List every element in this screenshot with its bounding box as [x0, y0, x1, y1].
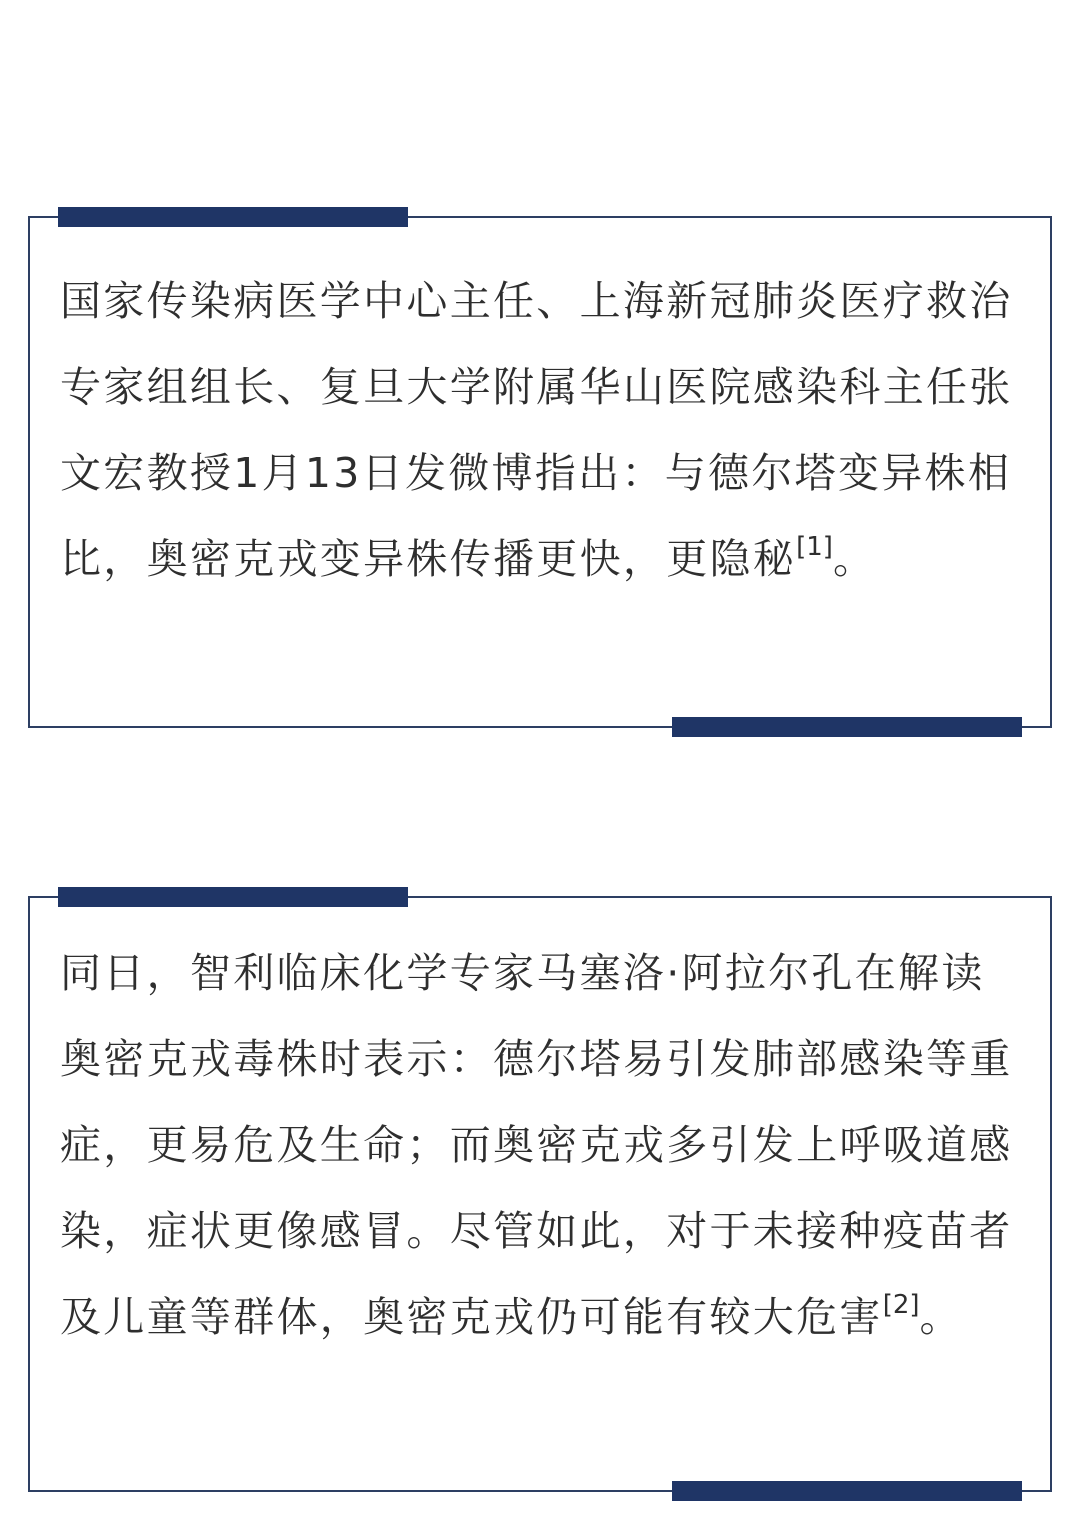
reference-marker[interactable]: [1]: [796, 531, 833, 562]
accent-bar-bottom: [672, 717, 1022, 737]
accent-bar-top: [58, 887, 408, 907]
quote-text: [60, 258, 1026, 602]
quote-box-marcelo-alarcon: [28, 896, 1052, 1492]
reference-marker[interactable]: [2]: [882, 1289, 920, 1320]
quote-body: 国家传染病医学中心主任、上海新冠肺炎医疗救治专家组组长、复旦大学附属华山医院感染科主任张文宏教授1月13日发微博指出：与德尔塔变异株相比，奥密克戎变异株传播更快，更隐秘: [60, 277, 1013, 583]
accent-bar-bottom: [672, 1481, 1022, 1501]
quote-box-zhang-wenhong: [28, 216, 1052, 728]
quote-end-mark: 。: [832, 535, 877, 583]
quote-text: [60, 930, 1026, 1360]
accent-bar-top: [58, 207, 408, 227]
quote-body: 同日，智利临床化学专家马塞洛·阿拉尔孔在解读奥密克戎毒株时表示：德尔塔易引发肺部感染等重症，更易危及生命；而奥密克戎多引发上呼吸道感染，症状更像感冒。尽管如此，对于未接种疫苗者及儿童等群体，奥密克戎仍可能有较大危害: [60, 949, 1013, 1341]
quote-end-mark: 。: [919, 1293, 963, 1341]
